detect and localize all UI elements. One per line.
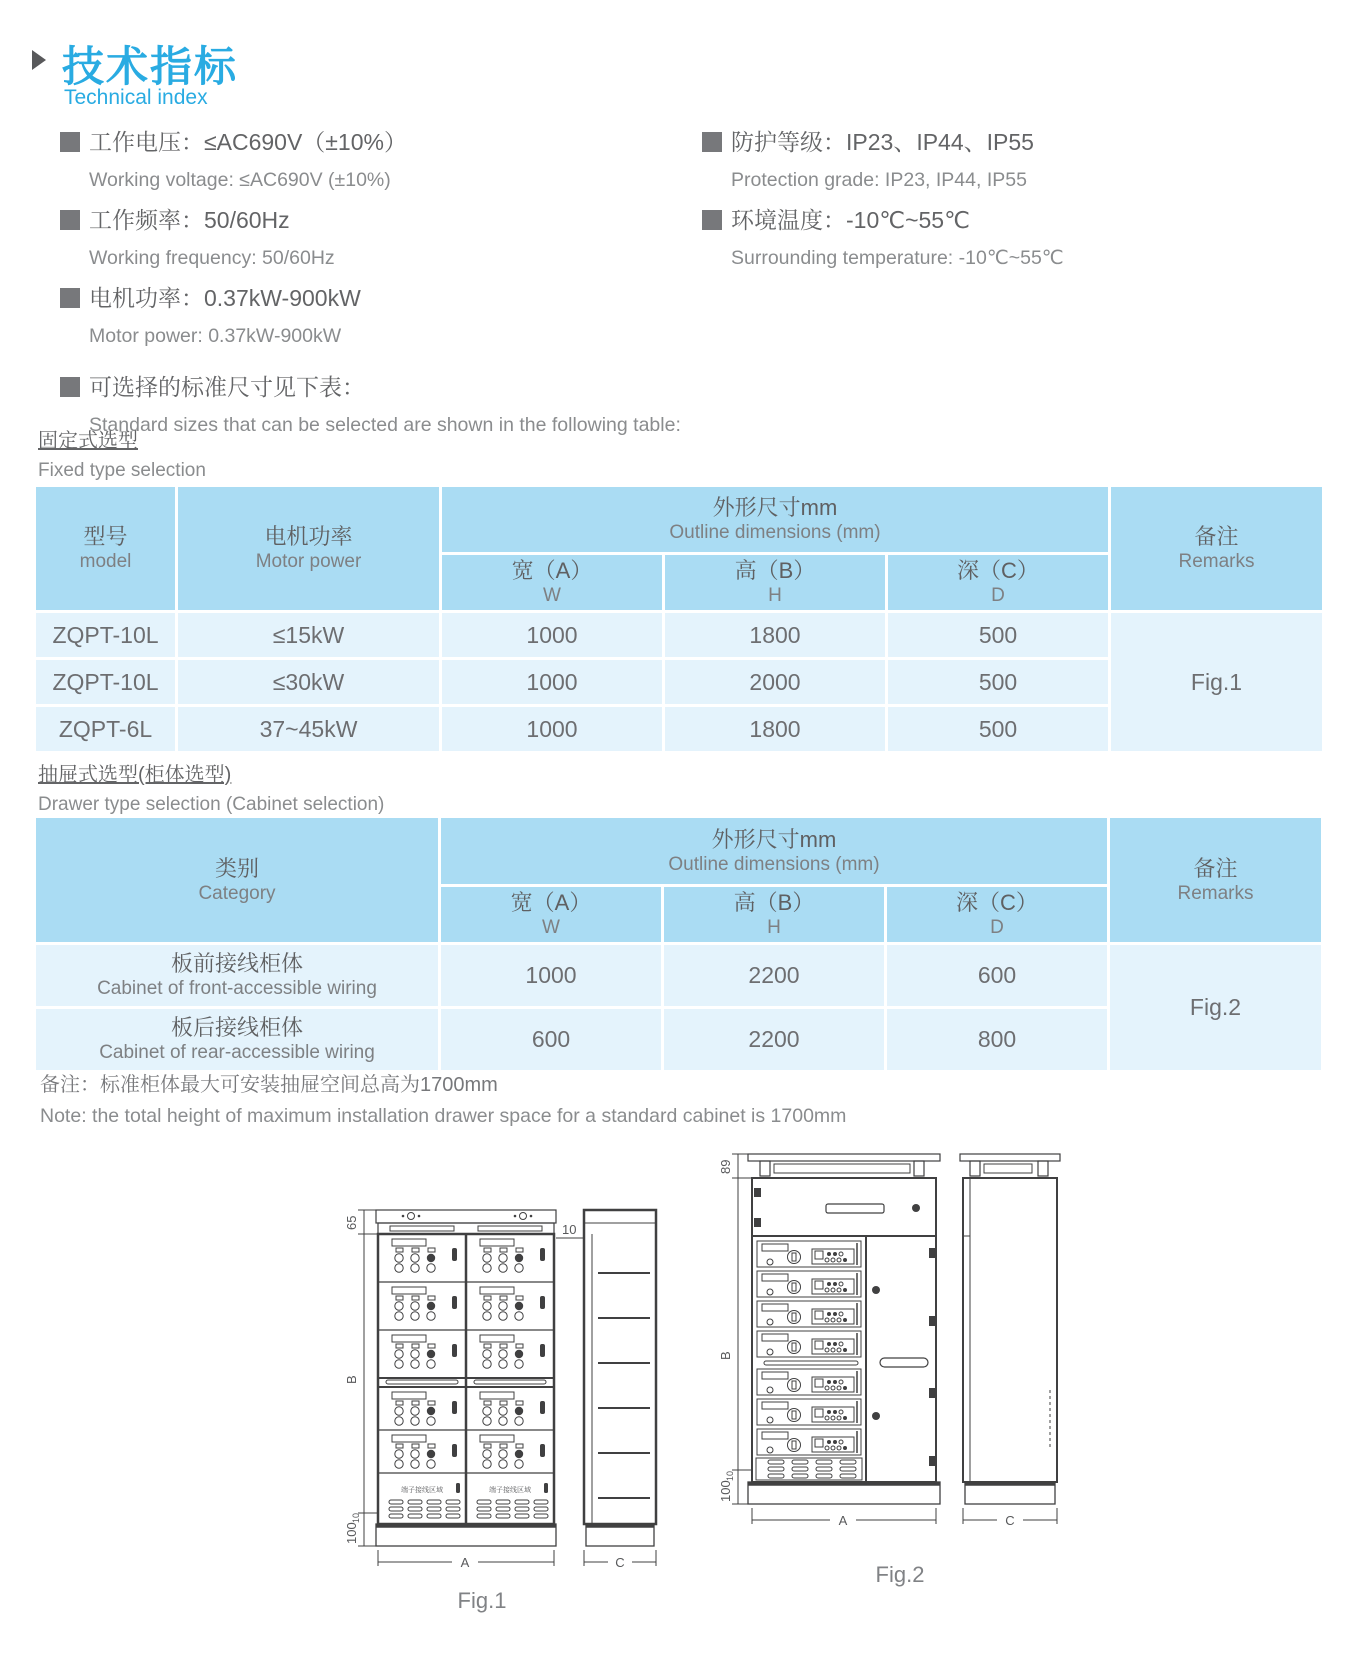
spec-working-voltage xyxy=(60,128,710,192)
header-text-en: W xyxy=(542,917,560,938)
header-text-en: Outline dimensions (mm) xyxy=(668,853,880,875)
section-fixed-type xyxy=(38,424,206,482)
spec-text-cn: 环境温度：-10℃~55℃ xyxy=(731,207,970,233)
header-text-cn: 深（C） xyxy=(956,890,1038,915)
cell-value: 1800 xyxy=(749,715,801,742)
fig2-dim-B: B xyxy=(718,1351,733,1360)
header-text-cn: 高（B） xyxy=(734,558,816,583)
header-text-en: Outline dimensions (mm) xyxy=(669,522,881,543)
cell-value: Fig.1 xyxy=(1190,668,1243,695)
col-header-model xyxy=(36,487,175,610)
table-cell-remarks xyxy=(1110,945,1321,1070)
header-text-cn: 电机功率 xyxy=(264,524,353,549)
cell-value: 1000 xyxy=(525,962,577,988)
header-text-en: H xyxy=(767,917,781,938)
spec-text-en: Motor power: 0.37kW-900kW xyxy=(89,325,342,347)
fig1-terminal-area-label: 端子接线区域 xyxy=(401,1487,443,1494)
table-cell-height xyxy=(665,660,885,704)
table-cell-depth xyxy=(888,660,1108,704)
table-cell-width xyxy=(442,660,662,704)
header-text-en: D xyxy=(991,585,1005,606)
cell-value: ≤15kW xyxy=(272,621,345,648)
header-text-en: D xyxy=(990,917,1004,938)
fig1-dim-10-bottom: 10 xyxy=(351,1512,361,1523)
table-cell-depth xyxy=(888,613,1108,657)
spec-cn-line xyxy=(702,128,1352,156)
table-cell-motor xyxy=(178,660,439,704)
table-cell-height xyxy=(665,707,885,751)
cell-value: 600 xyxy=(977,962,1017,988)
cell-value: 2200 xyxy=(748,1026,800,1052)
spec-cn-line xyxy=(60,373,710,401)
cell-value: 500 xyxy=(978,668,1018,695)
fig1-dim-10-top: 10 xyxy=(562,1222,577,1237)
spec-text-cn: 电机功率：0.37kW-900kW xyxy=(89,285,361,311)
cell-value-en: Cabinet of front-accessible wiring xyxy=(97,978,377,999)
cell-value: 500 xyxy=(978,715,1018,742)
spec-column-left xyxy=(60,128,710,451)
cell-value: 500 xyxy=(978,621,1018,648)
fig1-front-view xyxy=(376,1210,556,1546)
header-text-cn: 备注 xyxy=(1194,524,1239,549)
table-cell-remarks xyxy=(1111,613,1322,751)
bullet-square-icon xyxy=(60,377,80,397)
cell-value: ZQPT-10L xyxy=(52,668,159,695)
spec-text-cn: 防护等级：IP23、IP44、IP55 xyxy=(731,129,1034,155)
cell-value: 2000 xyxy=(749,668,801,695)
fig1-dimensions xyxy=(344,1210,656,1570)
header-text-en: Remarks xyxy=(1177,882,1254,904)
spec-motor-power xyxy=(60,284,710,348)
table-cell-model xyxy=(36,613,175,657)
page-title: 技术指标 xyxy=(62,43,239,90)
fig1-side-view xyxy=(584,1210,656,1546)
table-note xyxy=(40,1068,846,1128)
table-cell-category xyxy=(36,945,438,1006)
table-cell-width xyxy=(441,1009,661,1070)
cell-value: ≤30kW xyxy=(272,668,345,695)
fig1-dim-A: A xyxy=(460,1555,470,1570)
header-text-cn: 宽（A） xyxy=(511,558,593,583)
header-text-en: Motor power xyxy=(255,551,362,572)
header-text-en: Category xyxy=(198,882,276,904)
table-cell-width xyxy=(442,613,662,657)
table-cell-width xyxy=(441,945,661,1006)
table-cell-height xyxy=(664,1009,884,1070)
bullet-square-icon xyxy=(702,132,722,152)
fig1-terminal-area-label: 端子接线区域 xyxy=(489,1487,531,1494)
cell-value: Fig.2 xyxy=(1189,994,1242,1020)
spec-surrounding-temperature xyxy=(702,206,1352,270)
sub-header-depth xyxy=(887,887,1107,942)
table-cell-depth xyxy=(887,1009,1107,1070)
col-header-remarks xyxy=(1110,818,1321,942)
col-header-outline-dimensions xyxy=(441,818,1107,884)
sub-header-depth xyxy=(888,555,1108,610)
note-cn: 备注：标准柜体最大可安装抽屉空间总高为1700mm xyxy=(40,1074,498,1096)
table-cell-height xyxy=(665,613,885,657)
cell-value: 2200 xyxy=(748,962,800,988)
spec-cn-line xyxy=(702,206,1352,234)
cell-value: 600 xyxy=(531,1026,571,1052)
table-cell-depth xyxy=(887,945,1107,1006)
fig1-dim-65: 65 xyxy=(344,1215,359,1230)
fig2-dim-100: 100 xyxy=(718,1480,733,1502)
fig1-dim-100: 100 xyxy=(344,1522,359,1544)
table-cell-category xyxy=(36,1009,438,1070)
cell-value: 1800 xyxy=(749,621,801,648)
cell-value-cn: 板后接线柜体 xyxy=(170,1015,303,1040)
fig2-caption: Fig.2 xyxy=(875,1562,925,1587)
spec-column-right xyxy=(702,128,1352,284)
table-cell-motor xyxy=(178,613,439,657)
bullet-square-icon xyxy=(60,288,80,308)
header-text-cn: 高（B） xyxy=(733,890,815,915)
fig2-side-view xyxy=(960,1154,1060,1504)
cell-value: ZQPT-10L xyxy=(52,621,159,648)
col-header-motor-power xyxy=(178,487,439,610)
fig2-dim-10: 10 xyxy=(725,1470,735,1481)
col-header-category xyxy=(36,818,438,942)
cell-value: 1000 xyxy=(526,715,578,742)
spec-text-cn: 工作频率：50/60Hz xyxy=(89,207,290,233)
header-text-en: Remarks xyxy=(1178,551,1255,572)
col-header-remarks xyxy=(1111,487,1322,610)
fig2-dim-A: A xyxy=(838,1513,848,1528)
sub-header-height xyxy=(665,555,885,610)
header-text-cn: 型号 xyxy=(83,524,128,549)
table-cell-width xyxy=(442,707,662,751)
spec-text-cn: 可选择的标准尺寸见下表： xyxy=(89,374,365,400)
spec-cn-line xyxy=(60,284,710,312)
spec-text-en: Standard sizes that can be selected are shown in the following table: xyxy=(89,414,681,436)
cell-value-en: Cabinet of rear-accessible wiring xyxy=(99,1042,375,1063)
table-cell-model xyxy=(36,707,175,751)
spec-text-cn: 工作电压：≤AC690V（±10%） xyxy=(89,129,407,155)
col-header-outline-dimensions xyxy=(442,487,1108,552)
cell-value: 1000 xyxy=(526,621,578,648)
section-label-en: Fixed type selection xyxy=(38,460,206,481)
fig1-dim-C: C xyxy=(615,1555,625,1570)
sub-header-width xyxy=(441,887,661,942)
spec-cn-line xyxy=(60,128,710,156)
page-subtitle: Technical index xyxy=(64,86,208,109)
bullet-square-icon xyxy=(702,210,722,230)
spec-cn-line xyxy=(60,206,710,234)
figure-2-drawer-cabinet-drawing xyxy=(708,1120,1083,1616)
figure-1-fixed-cabinet-drawing xyxy=(332,1168,702,1618)
fig2-dim-89: 89 xyxy=(718,1159,733,1174)
section-label-cn: 固定式选型 xyxy=(38,430,138,452)
header-text-cn: 深（C） xyxy=(957,558,1039,583)
fig1-caption: Fig.1 xyxy=(457,1588,507,1613)
note-en: Note: the total height of maximum installation drawer space for a standard cabinet is 1700mm xyxy=(40,1105,847,1127)
fixed-type-table xyxy=(36,487,1322,751)
drawer-type-table xyxy=(36,818,1321,1070)
cell-value: 800 xyxy=(977,1026,1017,1052)
table-cell-height xyxy=(664,945,884,1006)
section-drawer-type xyxy=(38,758,384,816)
table-cell-motor xyxy=(178,707,439,751)
spec-protection-grade xyxy=(702,128,1352,192)
fig1-dim-B: B xyxy=(344,1375,359,1384)
section-arrow-icon xyxy=(32,50,46,70)
spec-text-en: Protection grade: IP23, IP44, IP55 xyxy=(731,169,1027,191)
header-text-en: W xyxy=(543,585,561,606)
section-label-cn: 抽屉式选型(柜体选型) xyxy=(38,764,232,786)
header-text-cn: 外形尺寸mm xyxy=(712,495,838,520)
spec-text-en: Surrounding temperature: -10℃~55℃ xyxy=(731,247,1064,269)
spec-text-en: Working frequency: 50/60Hz xyxy=(89,247,335,269)
header-text-cn: 类别 xyxy=(214,855,259,881)
bullet-square-icon xyxy=(60,132,80,152)
bullet-square-icon xyxy=(60,210,80,230)
cell-value: ZQPT-6L xyxy=(58,715,153,742)
header-text-en: model xyxy=(79,551,132,572)
cell-value-cn: 板前接线柜体 xyxy=(170,951,303,976)
cell-value: 37~45kW xyxy=(259,715,358,742)
header-text-cn: 宽（A） xyxy=(510,890,592,915)
sub-header-height xyxy=(664,887,884,942)
table-cell-depth xyxy=(888,707,1108,751)
sub-header-width xyxy=(442,555,662,610)
fig2-front-view xyxy=(748,1154,940,1504)
spec-working-frequency xyxy=(60,206,710,270)
header-text-cn: 外形尺寸mm xyxy=(711,826,837,852)
fig2-dim-C: C xyxy=(1005,1513,1015,1528)
spec-text-en: Working voltage: ≤AC690V (±10%) xyxy=(89,169,391,191)
header-text-en: H xyxy=(768,585,782,606)
cell-value: 1000 xyxy=(526,668,578,695)
section-label-en: Drawer type selection (Cabinet selection) xyxy=(38,794,385,815)
table-cell-model xyxy=(36,660,175,704)
header-text-cn: 备注 xyxy=(1193,855,1238,881)
